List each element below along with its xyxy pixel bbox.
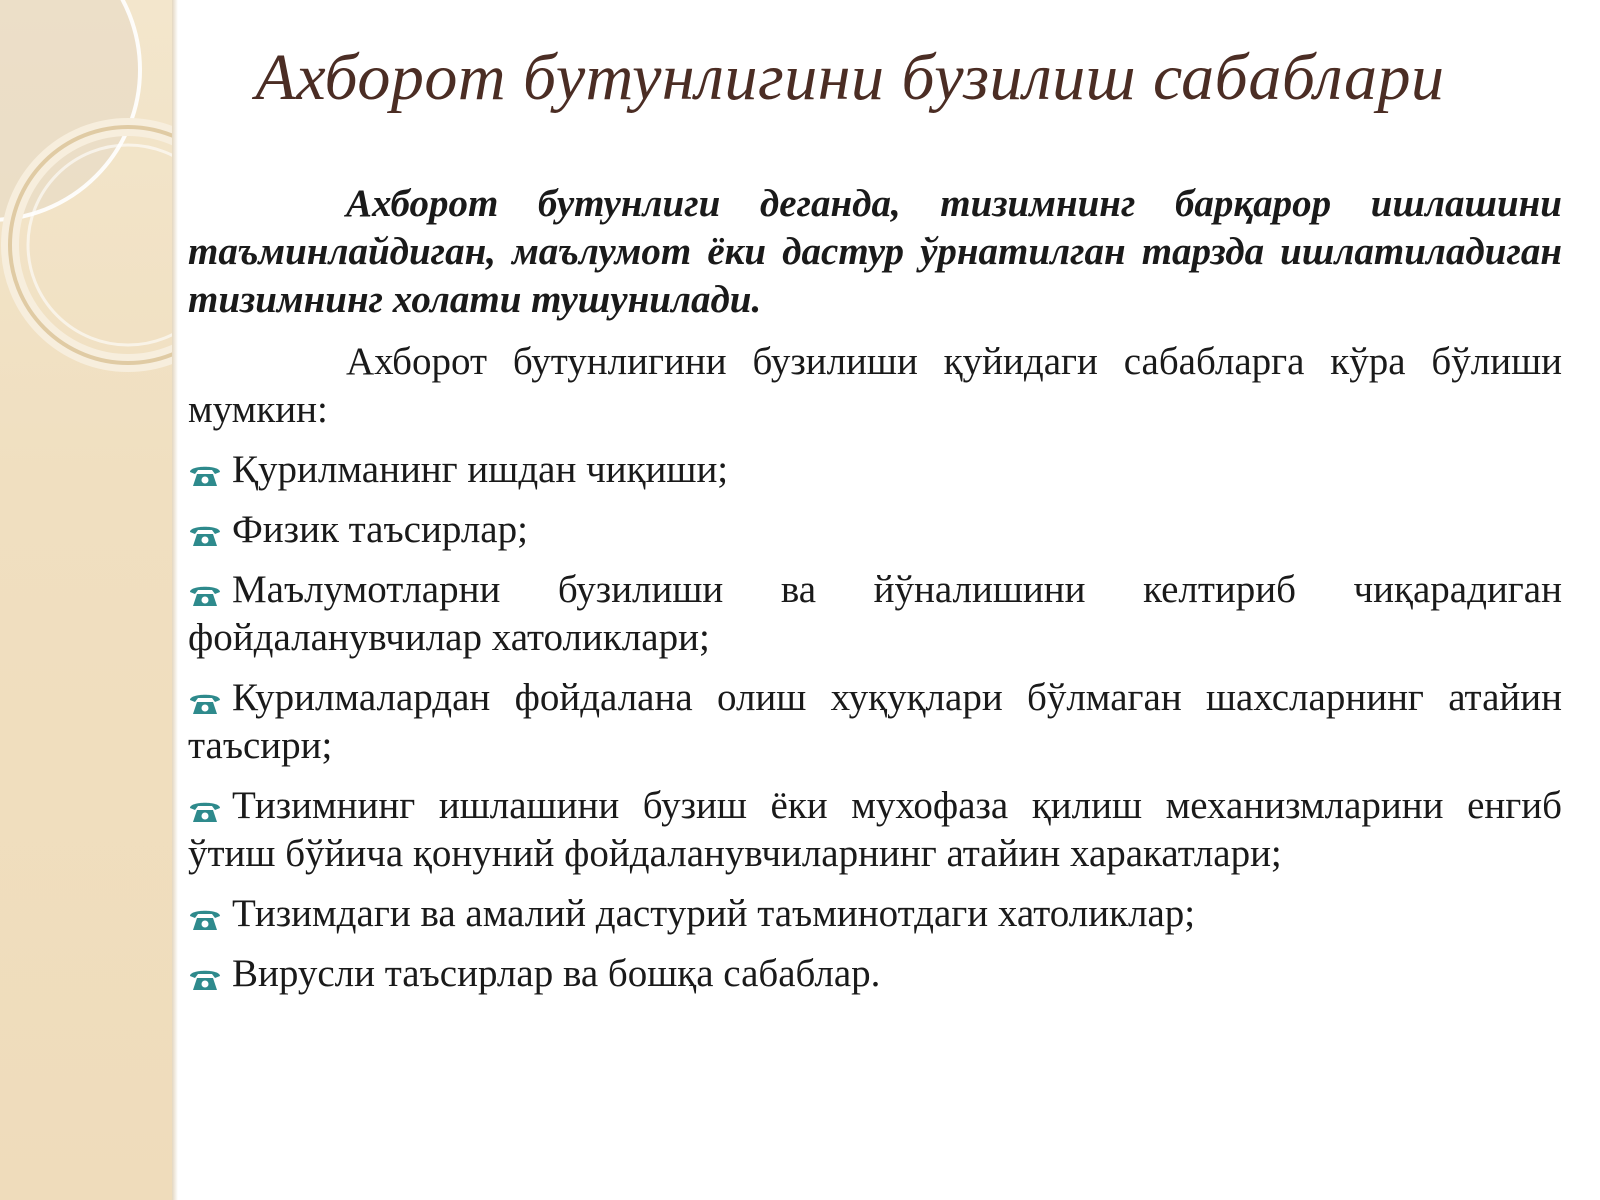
list-item xyxy=(188,674,1562,770)
list-item-text: Тизимнинг ишлашини бузиш ёки мухофаза қилиш механизмларини енгиб ўтиш бўйича қонуний фойдаланувчиларнинг атайин харакатлари; xyxy=(188,784,1562,875)
telephone-icon xyxy=(188,572,222,598)
telephone-icon xyxy=(188,452,222,478)
telephone-icon xyxy=(188,788,222,814)
telephone-icon xyxy=(188,512,222,538)
list-item-text: Курилмалардан фойдалана олиш хуқуқлари бўлмаган шахсларнинг атайин таъсири; xyxy=(188,676,1562,767)
slide-title: Ахборот бутунлигини бузилиш сабаблари xyxy=(255,41,1445,114)
list-item-text: Физик таъсирлар; xyxy=(232,508,528,551)
telephone-icon xyxy=(188,956,222,982)
list-item-text: Тизимдаги ва амалий дастурий таъминотдаги хатоликлар; xyxy=(232,892,1196,935)
side-panel-edge xyxy=(172,0,178,1200)
telephone-icon xyxy=(188,896,222,922)
list-item xyxy=(188,890,1562,938)
list-item-text: Вирусли таъсирлар ва бошқа сабаблар. xyxy=(232,952,881,995)
list-item xyxy=(188,446,1562,494)
side-decoration-panel xyxy=(0,0,172,1200)
telephone-icon xyxy=(188,680,222,706)
ring-decoration xyxy=(0,0,172,1200)
slide-content xyxy=(188,180,1562,1010)
list-item xyxy=(188,950,1562,998)
list-item xyxy=(188,506,1562,554)
intro-paragraph: Ахборот бутунлигини бузилиши қуйидаги сабабларга кўра бўлиши мумкин: xyxy=(188,340,1562,431)
list-item xyxy=(188,566,1562,662)
causes-list xyxy=(188,446,1562,998)
list-item xyxy=(188,782,1562,878)
list-item-text: Қурилманинг ишдан чиқиши; xyxy=(232,448,729,491)
definition-paragraph: Ахборот бутунлиги деганда, тизимнинг барқарор ишлашини таъминлайдиган, маълумот ёки дастур ўрнатилган тарзда ишлатиладиган тизимнинг холати тушунилади. xyxy=(188,182,1562,321)
list-item-text: Маълумотларни бузилиши ва йўналишини келтириб чиқарадиган фойдаланувчилар хатоликлари; xyxy=(188,568,1562,659)
